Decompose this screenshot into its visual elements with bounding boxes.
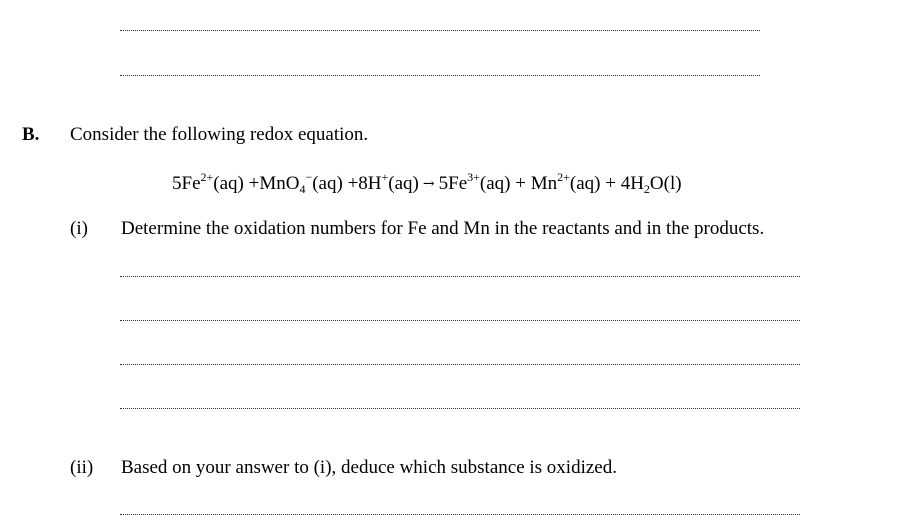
reaction-arrow-icon: → <box>422 176 435 192</box>
answer-line-i-1 <box>120 276 800 277</box>
question-number-ii: (ii) <box>70 457 94 478</box>
eq-term-mn2: (aq) + Mn <box>479 173 558 194</box>
answer-line-i-4 <box>120 408 800 409</box>
eq-term-mno4: (aq) +MnO <box>213 173 300 194</box>
eq-charge-mn2: 2+ <box>557 170 570 184</box>
eq-term-h: (aq) +8H <box>312 173 382 194</box>
redox-equation <box>172 170 682 196</box>
question-text-ii: Based on your answer to (i), deduce which substance is oxidized. <box>121 457 617 478</box>
section-intro: Consider the following redox equation. <box>70 124 369 145</box>
eq-charge-fe3: 3+ <box>467 170 480 184</box>
answer-line-i-2 <box>120 320 800 321</box>
answer-line-prev-1 <box>120 30 760 31</box>
eq-charge-h: + <box>381 170 389 184</box>
question-text-i: Determine the oxidation numbers for Fe and Mn in the reactants and in the products. <box>121 218 765 239</box>
eq-term-aq: (aq) <box>388 173 419 194</box>
eq-subscript-h2: 2 <box>643 182 650 196</box>
section-label: B. <box>22 124 40 145</box>
answer-line-i-3 <box>120 364 800 365</box>
answer-line-prev-2 <box>120 75 760 76</box>
eq-charge-mno4: − <box>305 170 313 184</box>
question-number-i: (i) <box>70 218 88 239</box>
answer-line-ii-1 <box>120 514 800 515</box>
eq-term-fe2: 5Fe <box>172 173 201 194</box>
eq-charge-fe2: 2+ <box>200 170 214 184</box>
eq-term-fe3: 5Fe <box>438 173 468 194</box>
eq-term-water: O(l) <box>649 173 682 194</box>
eq-term-h2o: (aq) + 4H <box>569 173 644 194</box>
eq-subscript-o4: 4 <box>299 182 306 196</box>
